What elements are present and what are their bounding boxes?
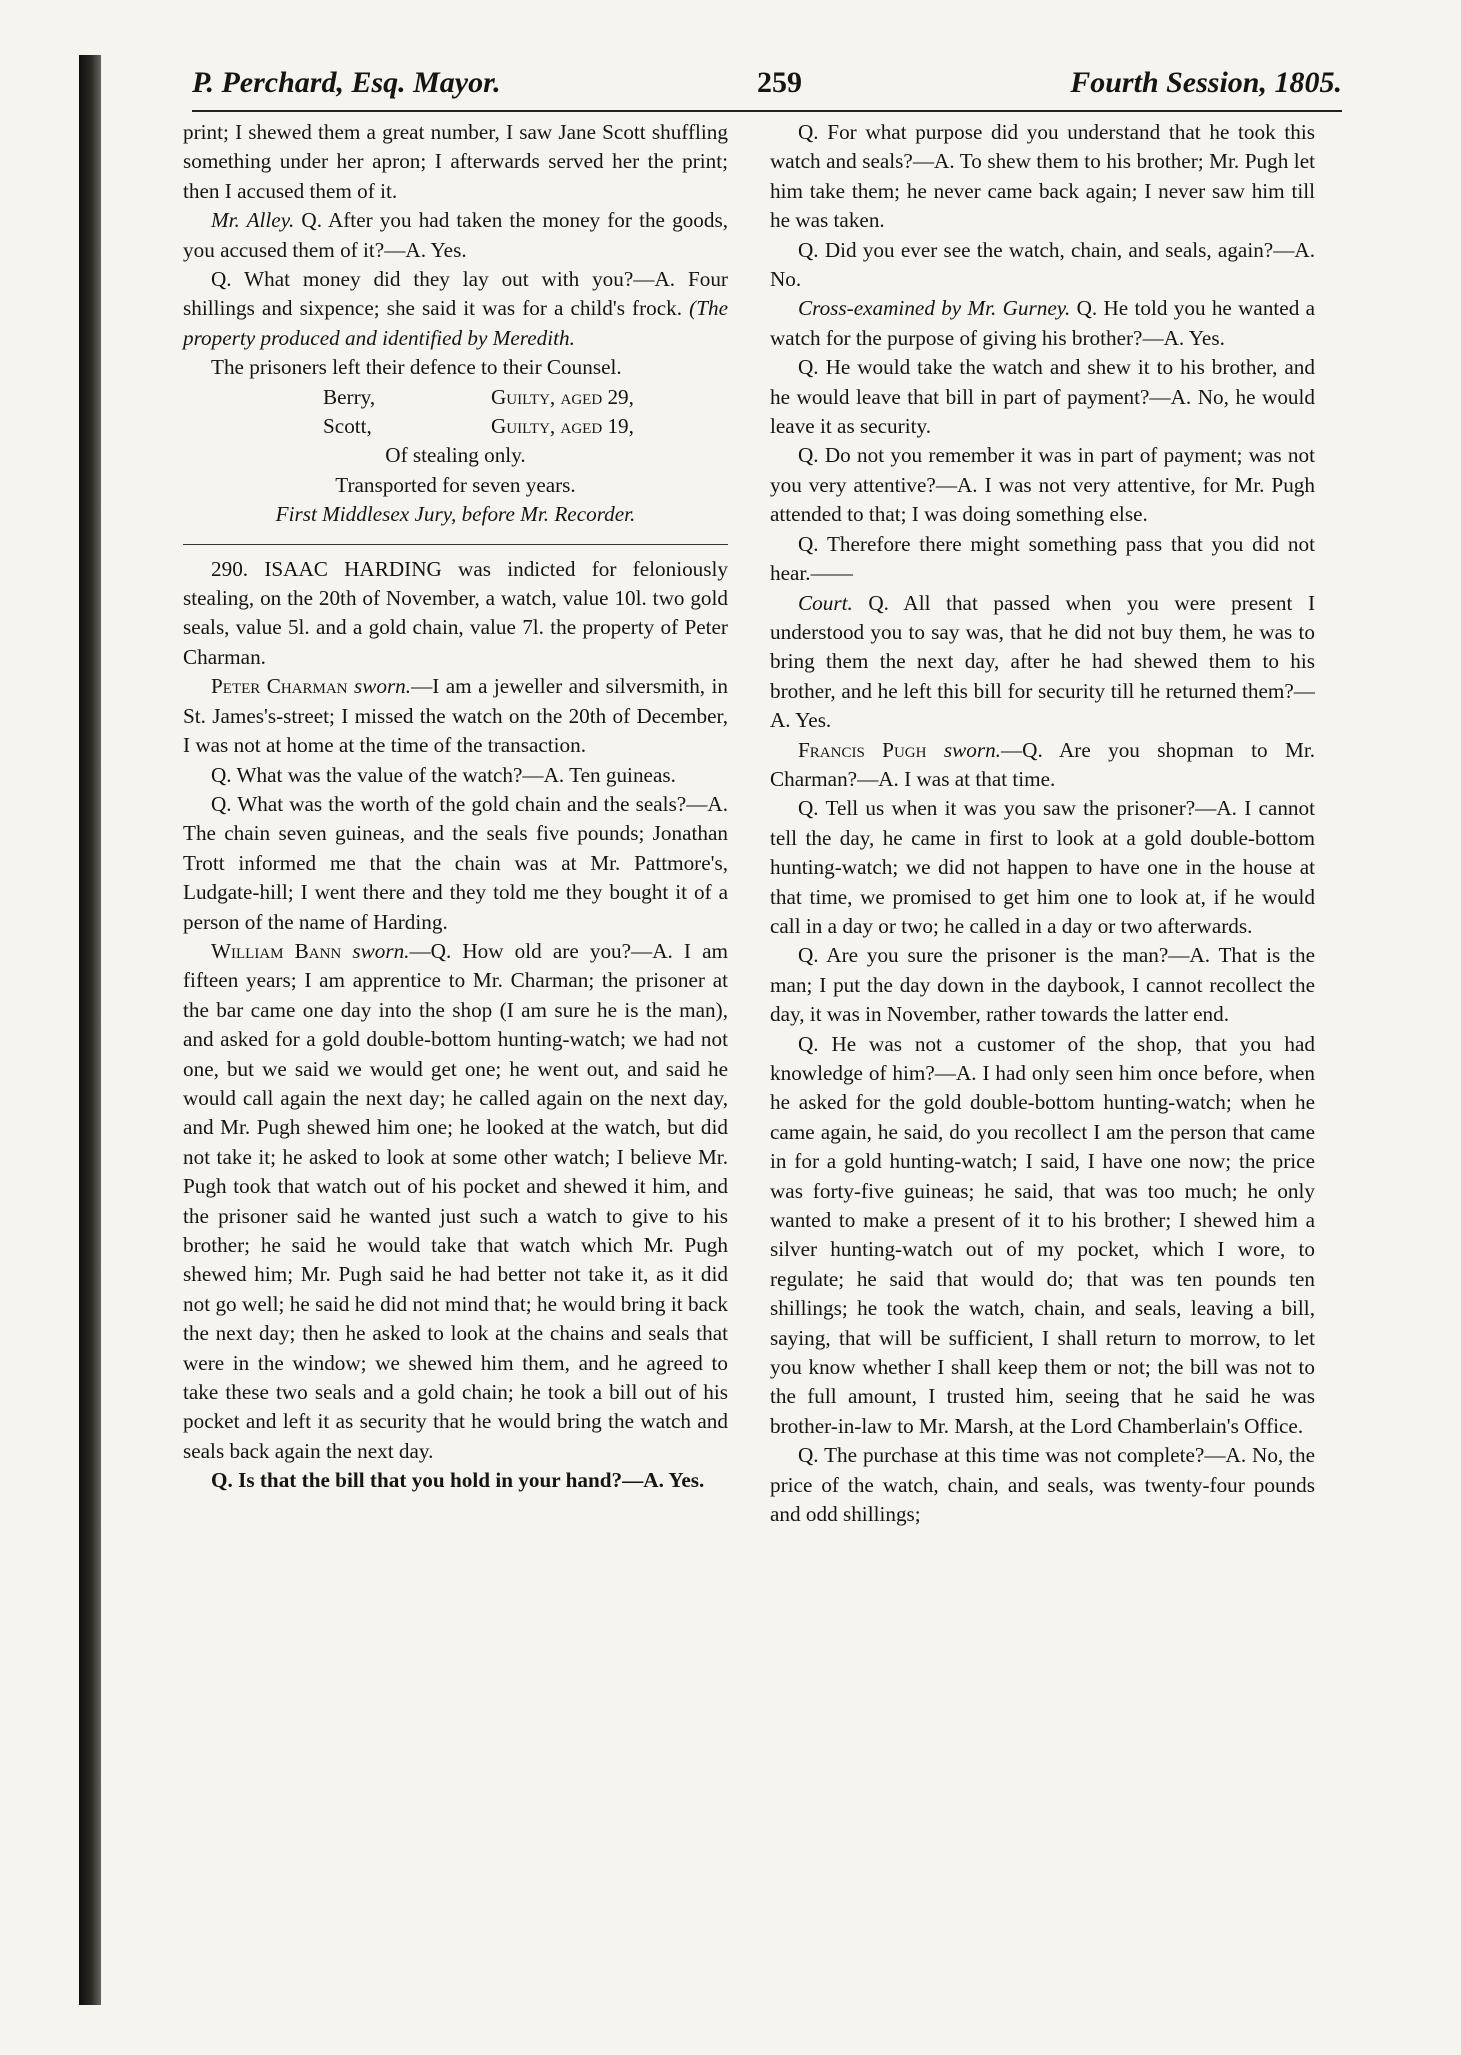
indictment-text: was indicted for feloniously stealing, on the 20th of November, a watch, value 10l. two gold seals, value 5l. and a gold chain, value 7l. the property of Peter Charman. <box>183 556 728 669</box>
sworn-label: sworn. <box>943 737 1001 762</box>
case-number: 290. <box>211 556 249 581</box>
verdict-line <box>183 383 728 412</box>
court-label: Court. <box>798 590 853 615</box>
paragraph <box>183 206 728 265</box>
paragraph <box>183 265 728 353</box>
header-rule <box>192 110 1342 112</box>
testimony-text: —I am a jeweller and silversmith, in St. James's-street; I missed the watch on the 20th of December, I was not at home at the time of the transaction. <box>183 674 728 758</box>
paragraph: Q. What was the worth of the gold chain and the seals?—A. The chain seven guineas, and the seals five pounds; Jonathan Trott informed me that the chain was at Mr. Pattmore's, Ludgate-hill; I went there and they told me they bought it of a person of the name of Harding. <box>183 791 728 934</box>
paragraph <box>770 294 1315 353</box>
verdict-line <box>183 412 728 441</box>
paragraph: Q. Tell us when it was you saw the prisoner?—A. I cannot tell the day, he came in first to look at a gold double-bottom hunting-watch; we did not happen to have one in the house at that time, we promised to get him one to look at, if he would call in a day or two; he called in a day or two afterwards. <box>770 796 1315 938</box>
case-paragraph <box>183 555 728 673</box>
case-defendant: ISAAC HARDING <box>264 556 442 581</box>
paragraph: Q. The purchase at this time was not complete?—A. No, the price of the watch, chain, and seals, was twenty-four pounds and odd shillings; <box>770 1443 1315 1527</box>
testimony-text: Q. All that passed when you were present I understood you to say was, that he did not buy them, he was to bring them the next day, after he had shewed them to his brother, and he left this bill for security till he returned them?—A. Yes. <box>770 590 1316 733</box>
right-column <box>770 118 1315 1530</box>
paragraph: Q. Do not you remember it was in part of payment; was not you very attentive?—A. I was not very attentive, for Mr. Pugh attended to that; I was doing something else. <box>770 443 1315 527</box>
cross-exam-label: Cross-examined by Mr. Gurney. <box>798 296 1071 321</box>
testimony-text: Q. He told you he wanted a watch for the purpose of giving his brother?—A. Yes. <box>770 296 1316 350</box>
book-spine-shadow <box>79 55 101 2005</box>
paragraph: Q. Is that the bill that you hold in your hand?—A. Yes. <box>211 1468 705 1493</box>
section-rule <box>183 544 728 545</box>
paragraph: print; I shewed them a great number, I saw Jane Scott shuffling something under her apron; I afterwards served her the print; then I accused them of it. <box>183 120 728 203</box>
jury-line: First Middlesex Jury, before Mr. Recorder. <box>275 502 636 527</box>
paragraph <box>183 937 728 1466</box>
paragraph: Q. He was not a customer of the shop, that you had knowledge of him?—A. I had only seen him once before, when he asked for the gold double-bottom hunting-watch; when he came again, he said, do you recollect I am the person that came in for a gold hunting-watch; I said, I have one now; the price was forty-five guineas; he said, that was too much; he only wanted to make a present of it to his brother; I shewed him a silver hunting-watch out of my pocket, which I wore, to regulate; he said that would do; that was ten pounds ten shillings; he took the watch, chain, and seals, leaving a bill, saying, that will be sufficient, I shall return to morrow, to let you know whether I shall keep them or not; the bill was not to the full amount, I trusted him, seeing that he said he was brother-in-law to Mr. Marsh, at the Lord Chamberlain's Office. <box>770 1031 1315 1438</box>
witness-name: William Bann <box>211 938 342 963</box>
page-header <box>192 66 1342 114</box>
witness-name: Francis Pugh <box>798 737 927 762</box>
paragraph: Q. Therefore there might something pass that you did not hear.—— <box>770 531 1315 586</box>
paragraph <box>770 736 1315 795</box>
paragraph <box>183 672 728 760</box>
left-column <box>183 118 728 1496</box>
speaker-label: Mr. Alley. <box>211 208 295 233</box>
sworn-label: sworn. <box>352 938 410 963</box>
sentence: Transported for seven years. <box>335 472 576 497</box>
testimony-text: Q. After you had taken the money for the goods, you accused them of it?—A. Yes. <box>183 208 729 262</box>
witness-name: Peter Charman <box>211 674 348 699</box>
header-session: Fourth Session, 1805. <box>1070 66 1342 99</box>
verdict-qualifier: Of stealing only. <box>385 443 526 468</box>
page-number: 259 <box>757 66 802 99</box>
paragraph: Q. Are you sure the prisoner is the man?—A. That is the man; I put the day down in the daybook, I cannot recollect the day, it was in November, rather towards the latter end. <box>770 943 1315 1027</box>
testimony-text: —Q. How old are you?—A. I am fifteen years; I am apprentice to Mr. Charman; the prisoner at the bar came one day into the shop (I am sure he is the man), and asked for a gold double-bottom hunting-watch; we had not one, but we said we would get one; he went out, and said he would call again the next day; he called again on the next day, and Mr. Pugh shewed him one; he looked at the watch, but did not take it; he asked to look at some other watch; I believe Mr. Pugh took that watch out of his pocket and shewed it him, and the prisoner said he wanted just such a watch to give to his brother; he said he would take that watch which Mr. Pugh shewed him; Mr. Pugh said he had better not take it, as it did not go well; he said he did not mind that; he would bring it back the next day; then he asked to look at the chains and seals that were in the window; we shewed him them, and he agreed to take these two seals and a gold chain; he took a bill out of his pocket and left it as security that he would bring the watch and seals back again the next day. <box>183 938 728 1463</box>
defendant-name: Berry, <box>323 384 376 409</box>
property-note: (The property produced and identified by Meredith. <box>183 296 729 350</box>
verdict-text: Guilty, aged 29, <box>491 384 634 409</box>
paragraph: Q. Did you ever see the watch, chain, and seals, again?—A. No. <box>770 237 1315 292</box>
header-mayor: P. Perchard, Esq. Mayor. <box>192 66 501 99</box>
defendant-name: Scott, <box>323 414 372 439</box>
paragraph: The prisoners left their defence to their Counsel. <box>211 355 622 380</box>
testimony-text: —Q. Are you shopman to Mr. Charman?—A. I was at that time. <box>770 737 1316 791</box>
paragraph: Q. For what purpose did you understand that he took this watch and seals?—A. To shew them to his brother; Mr. Pugh let him take them; he never came back again; I never saw him till he was taken. <box>770 120 1315 233</box>
verdict-text: Guilty, aged 19, <box>491 414 634 439</box>
paragraph <box>770 589 1315 736</box>
paragraph: Q. What was the value of the watch?—A. Ten guineas. <box>211 762 676 787</box>
testimony-text: Q. What money did they lay out with you?—A. Four shillings and sixpence; she said it was for a child's frock. <box>183 267 728 321</box>
paragraph: Q. He would take the watch and shew it to his brother, and he would leave that bill in part of payment?—A. No, he would leave it as security. <box>770 355 1315 439</box>
sworn-label: sworn. <box>353 674 412 699</box>
